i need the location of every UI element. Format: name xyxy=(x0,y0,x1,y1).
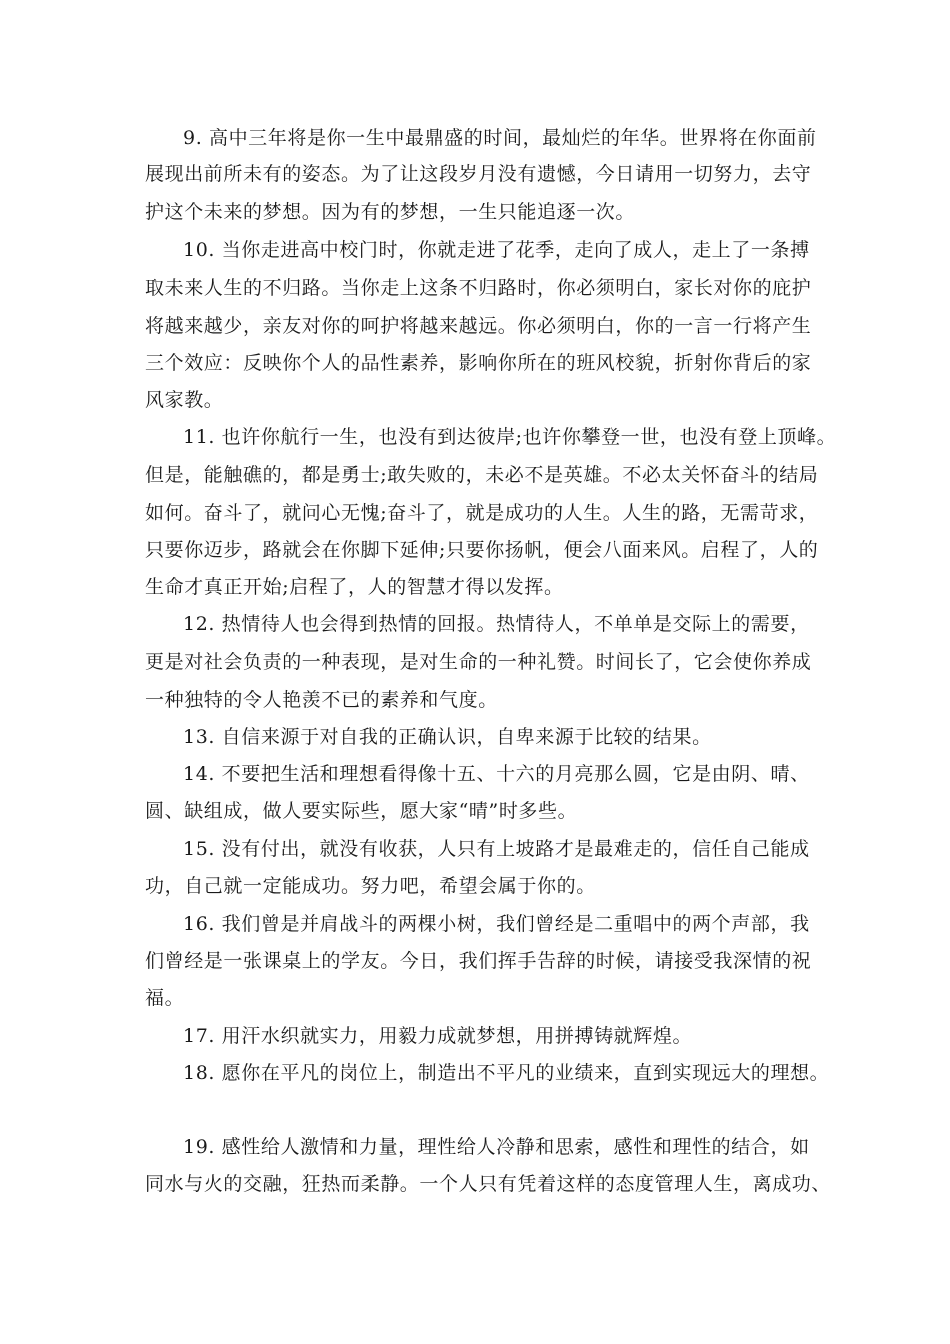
paragraph-10-line-3: 将越来越少，亲友对你的呵护将越来越远。你必须明白，你的一言一行将产生 xyxy=(145,315,812,337)
paragraph-11-line-1: 11. 也许你航行一生，也没有到达彼岸;也许你攀登一世，也没有登上顶峰。 xyxy=(183,426,837,448)
paragraph-12-line-3: 一种独特的令人艳羡不已的素养和气度。 xyxy=(145,689,498,711)
paragraph-19-line-1: 19. 感性给人激情和力量，理性给人冷静和思索，感性和理性的结合，如 xyxy=(183,1136,810,1158)
paragraph-15-line-1: 15. 没有付出，就没有收获，人只有上坡路才是最难走的，信任自己能成 xyxy=(183,838,810,860)
paragraph-12-line-1: 12. 热情待人也会得到热情的回报。热情待人，不单单是交际上的需要， xyxy=(183,613,810,635)
paragraph-16-line-1: 16. 我们曾是并肩战斗的两棵小树，我们曾经是二重唱中的两个声部，我 xyxy=(183,913,810,935)
paragraph-18-line-1: 18. 愿你在平凡的岗位上，制造出不平凡的业绩来，直到实现远大的理想。 xyxy=(183,1062,830,1084)
paragraph-11-line-3: 如何。奋斗了，就问心无愧;奋斗了，就是成功的人生。人生的路，无需苛求， xyxy=(145,502,819,524)
paragraph-9-line-3: 护这个未来的梦想。因为有的梦想，一生只能追逐一次。 xyxy=(145,201,636,223)
paragraph-10-line-5: 风家教。 xyxy=(145,389,224,411)
paragraph-16-line-3: 福。 xyxy=(145,987,185,1009)
paragraph-10-line-2: 取未来人生的不归路。当你走上这条不归路时，你必须明白，家长对你的庇护 xyxy=(145,277,812,299)
paragraph-11-line-4: 只要你迈步，路就会在你脚下延伸;只要你扬帆，便会八面来风。启程了，人的 xyxy=(145,539,819,561)
paragraph-11-line-5: 生命才真正开始;启程了，人的智慧才得以发挥。 xyxy=(145,576,564,598)
paragraph-11-line-2: 但是，能触礁的，都是勇士;敢失败的，未必不是英雄。不必太关怀奋斗的结局 xyxy=(145,464,819,486)
paragraph-19-line-2: 同水与火的交融，狂热而柔静。一个人只有凭着这样的态度管理人生，离成功、 xyxy=(145,1173,832,1195)
paragraph-12-line-2: 更是对社会负责的一种表现，是对生命的一种礼赞。时间长了，它会使你养成 xyxy=(145,651,812,673)
paragraph-15-line-2: 功，自己就一定能成功。努力吧，希望会属于你的。 xyxy=(145,875,596,897)
paragraph-17-line-1: 17. 用汗水织就实力，用毅力成就梦想，用拼搏铸就辉煌。 xyxy=(183,1025,693,1047)
paragraph-10-line-1: 10. 当你走进高中校门时，你就走进了花季，走向了成人，走上了一条搏 xyxy=(183,239,810,261)
paragraph-13-line-1: 13. 自信来源于对自我的正确认识，自卑来源于比较的结果。 xyxy=(183,726,712,748)
paragraph-10-line-4: 三个效应：反映你个人的品性素养，影响你所在的班风校貌，折射你背后的家 xyxy=(145,352,812,374)
paragraph-14-line-2: 圆、缺组成，做人要实际些，愿大家“晴”时多些。 xyxy=(145,800,578,822)
paragraph-9-line-1: 9. 高中三年将是你一生中最鼎盛的时间，最灿烂的年华。世界将在你面前 xyxy=(183,127,817,149)
paragraph-14-line-1: 14. 不要把生活和理想看得像十五、十六的月亮那么圆，它是由阴、晴、 xyxy=(183,763,810,785)
paragraph-16-line-2: 们曾经是一张课桌上的学友。今日，我们挥手告辞的时候，请接受我深情的祝 xyxy=(145,950,812,972)
paragraph-9-line-2: 展现出前所未有的姿态。为了让这段岁月没有遗憾，今日请用一切努力，去守 xyxy=(145,163,812,185)
